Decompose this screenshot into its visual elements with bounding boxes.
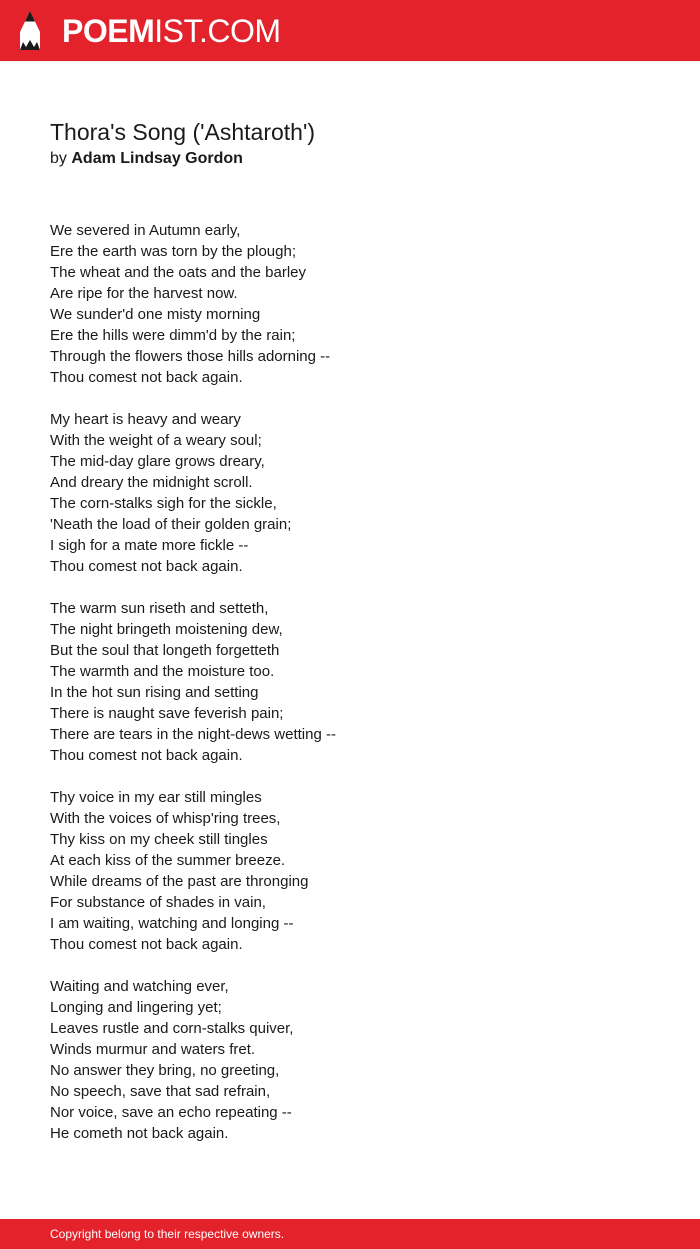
poem-line: Leaves rustle and corn-stalks quiver,	[50, 1020, 294, 1037]
poem-line: The mid-day glare grows dreary,	[50, 453, 265, 470]
poem-line: In the hot sun rising and setting	[50, 684, 259, 701]
poem-line: Nor voice, save an echo repeating --	[50, 1104, 292, 1121]
poem-line: The wheat and the oats and the barley	[50, 264, 307, 281]
logo-wordmark	[62, 15, 281, 47]
poem-line: Waiting and watching ever,	[50, 978, 229, 995]
poem-line: With the weight of a weary soul;	[50, 432, 262, 449]
logo-bold-text: POEM	[62, 13, 155, 49]
poem-line: While dreams of the past are thronging	[50, 873, 309, 890]
poem-line: Ere the earth was torn by the plough;	[50, 243, 296, 260]
poem-line: I am waiting, watching and longing --	[50, 915, 294, 932]
poem-line: Thou comest not back again.	[50, 369, 243, 386]
poem-line: Thy voice in my ear still mingles	[50, 789, 262, 806]
poem-line: The warmth and the moisture too.	[50, 663, 275, 680]
poem-line: I sigh for a mate more fickle --	[50, 537, 249, 554]
poem-line: Are ripe for the harvest now.	[50, 285, 238, 302]
poem-content	[50, 116, 650, 1165]
poem-line: Thou comest not back again.	[50, 558, 243, 575]
poem-line: Winds murmur and waters fret.	[50, 1041, 256, 1058]
pencil-icon	[17, 10, 43, 52]
by-label: by	[50, 150, 67, 167]
poem-title: Thora's Song ('Ashtaroth')	[50, 119, 316, 145]
poem-line: Thy kiss on my cheek still tingles	[50, 831, 268, 848]
poem-line: There are tears in the night-dews wetting --	[50, 726, 336, 743]
site-footer	[0, 1219, 700, 1249]
author-name: Adam Lindsay Gordon	[71, 150, 243, 167]
stanza	[50, 409, 650, 577]
poem-line: He cometh not back again.	[50, 1125, 229, 1142]
byline	[50, 148, 650, 170]
poem-line: 'Neath the load of their golden grain;	[50, 516, 292, 533]
poem-line: We severed in Autumn early,	[50, 222, 241, 239]
poem-line: The corn-stalks sigh for the sickle,	[50, 495, 277, 512]
copyright-text: Copyright belong to their respective owners.	[50, 1227, 285, 1241]
poem-line: Thou comest not back again.	[50, 747, 243, 764]
poem-line: The night bringeth moistening dew,	[50, 621, 283, 638]
poem-line: And dreary the midnight scroll.	[50, 474, 253, 491]
stanza	[50, 787, 650, 955]
logo-thin-text: IST.COM	[154, 13, 281, 49]
stanza	[50, 976, 650, 1144]
poem-body	[50, 220, 650, 1144]
poem-line: Ere the hills were dimm'd by the rain;	[50, 327, 296, 344]
poem-line: With the voices of whisp'ring trees,	[50, 810, 281, 827]
stanza	[50, 220, 650, 388]
poem-line: My heart is heavy and weary	[50, 411, 241, 428]
poem-line: Through the flowers those hills adorning --	[50, 348, 331, 365]
site-logo[interactable]	[17, 9, 281, 53]
poem-line: We sunder'd one misty morning	[50, 306, 261, 323]
poem-line: There is naught save feverish pain;	[50, 705, 284, 722]
poem-line: For substance of shades in vain,	[50, 894, 266, 911]
site-header	[0, 0, 700, 62]
poem-line: Thou comest not back again.	[50, 936, 243, 953]
poem-line: No speech, save that sad refrain,	[50, 1083, 271, 1100]
poem-line: At each kiss of the summer breeze.	[50, 852, 286, 869]
poem-line: No answer they bring, no greeting,	[50, 1062, 280, 1079]
poem-line: The warm sun riseth and setteth,	[50, 600, 269, 617]
poem-line: But the soul that longeth forgetteth	[50, 642, 280, 659]
poem-line: Longing and lingering yet;	[50, 999, 222, 1016]
stanza	[50, 598, 650, 766]
